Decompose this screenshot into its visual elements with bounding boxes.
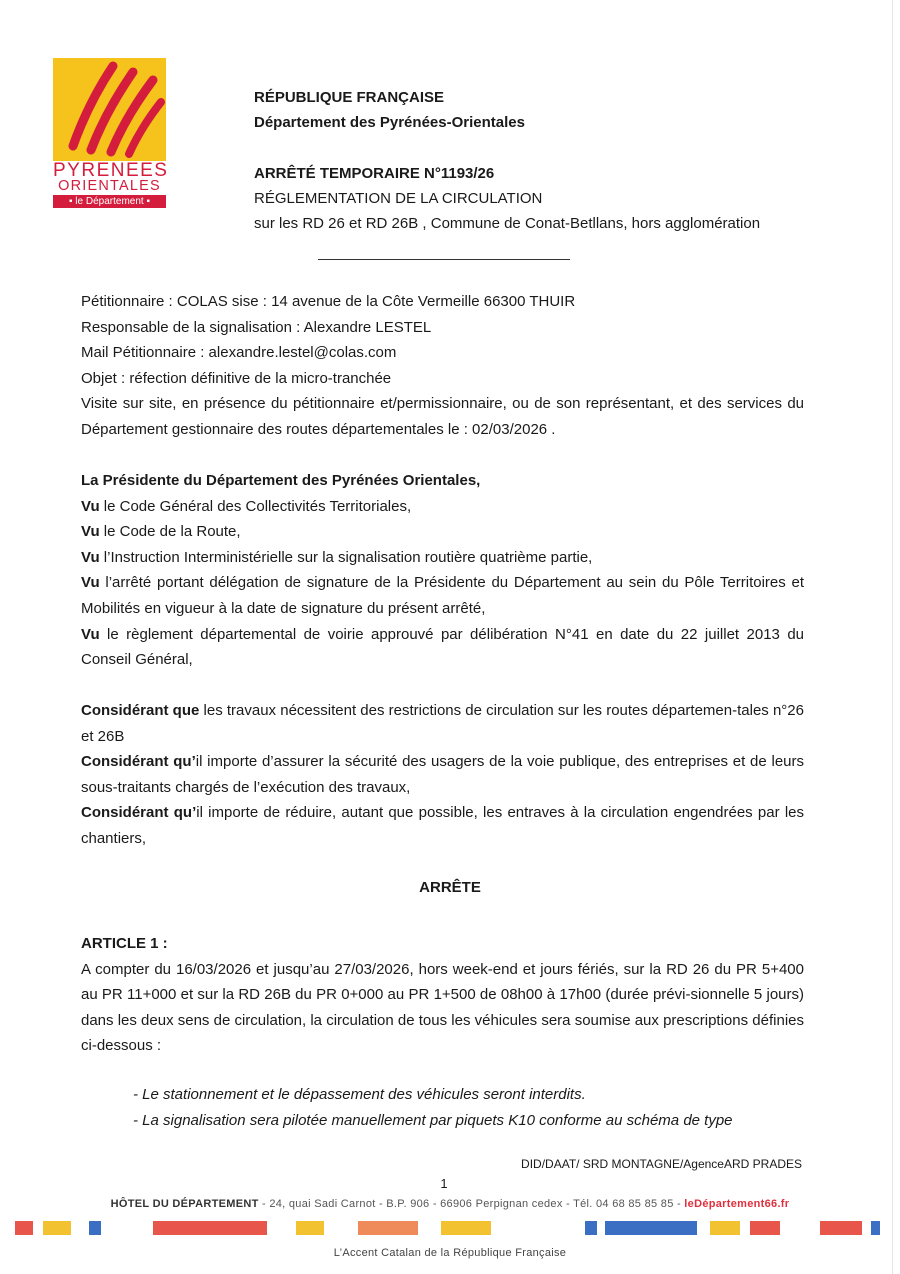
considerant-text: les travaux nécessitent des restrictions de circulation sur les routes départemen-tales n°26 et 26B bbox=[81, 702, 804, 745]
department-heading: Département des Pyrénées-Orientales bbox=[254, 114, 525, 131]
vu-label: Vu bbox=[81, 523, 100, 541]
arrete-title: ARRÊTÉ TEMPORAIRE N°1193/26 bbox=[254, 165, 495, 182]
arrete-location: sur les RD 26 et RD 26B , Commune de Conat-Betllans, hors agglomération bbox=[254, 215, 761, 232]
vu-label: Vu bbox=[81, 497, 100, 515]
color-bar bbox=[296, 1221, 324, 1235]
vu-item bbox=[81, 545, 804, 571]
color-bar bbox=[43, 1221, 71, 1235]
considerant-item bbox=[81, 698, 804, 749]
color-bar bbox=[153, 1221, 267, 1235]
color-bar bbox=[871, 1221, 880, 1235]
hotel-address bbox=[0, 1198, 900, 1210]
logo-band: ▪ le Département ▪ bbox=[53, 195, 166, 208]
prescription-item: - Le stationnement et le dépassement des véhicules seront interdits. bbox=[133, 1086, 586, 1103]
considerant-label: Considérant que bbox=[81, 702, 200, 719]
president-line: La Présidente du Département des Pyrénées Orientales, bbox=[81, 472, 481, 489]
vu-item bbox=[81, 622, 804, 673]
vu-text: le Code de la Route, bbox=[99, 523, 241, 541]
considerant-text: il importe de réduire, autant que possible, les entraves à la circulation engendrées par les chantiers, bbox=[81, 804, 804, 847]
department-logo bbox=[53, 58, 169, 208]
considerant-block bbox=[81, 698, 804, 852]
logo-emblem bbox=[53, 58, 166, 161]
petitioner-line: Pétitionnaire : COLAS sise : 14 avenue de la Côte Vermeille 66300 THUIR bbox=[81, 293, 576, 310]
article-1-text: A compter du 16/03/2026 et jusqu’au 27/03/2026, hors week-end et jours fériés, sur la RD 26 du PR 5+400 au PR 11+000 et sur la RD 26B du PR 0+000 au PR 1+500 de 08h00 à 17h00 (durée prévi-sionnelle 5 jours) dans les deux sens de circulation, la circulation de tous les véhicules sera soumise aux prescriptions définies ci-dessous : bbox=[81, 960, 804, 1055]
vu-label: Vu bbox=[81, 625, 100, 643]
color-bar bbox=[358, 1221, 418, 1235]
vu-text: le règlement départemental de voirie approuvé par délibération N°41 en date du 22 juillet 2013 du Conseil Général, bbox=[81, 625, 804, 669]
arrete-heading: ARRÊTE bbox=[419, 879, 481, 896]
color-bar bbox=[605, 1221, 697, 1235]
object-line: Objet : réfection définitive de la micro-tranchée bbox=[81, 369, 392, 387]
website-link[interactable]: leDépartement66.fr bbox=[684, 1198, 790, 1210]
footer-tagline: L’Accent Catalan de la République Française bbox=[333, 1247, 567, 1259]
address-text: - 24, quai Sadi Carnot - B.P. 906 - 66906 Perpignan cedex - Tél. 04 68 85 85 85 - bbox=[258, 1198, 685, 1210]
vu-item bbox=[81, 519, 804, 545]
color-bar bbox=[15, 1221, 33, 1235]
vu-label: Vu bbox=[81, 548, 100, 566]
republic-heading: RÉPUBLIQUE FRANÇAISE bbox=[254, 89, 445, 106]
considerant-item bbox=[81, 800, 804, 851]
arrete-subject: RÉGLEMENTATION DE LA CIRCULATION bbox=[254, 190, 543, 207]
vu-item bbox=[81, 570, 804, 621]
considerant-label: Considérant qu’ bbox=[81, 753, 196, 771]
petitioner-block bbox=[81, 289, 804, 443]
considerant-text: il importe d’assurer la sécurité des usagers de la voie publique, des entreprises et de leurs sous-traitants chargés de l’exécution des travaux, bbox=[81, 753, 804, 796]
logo-text-pyrenees: PYRENEES bbox=[53, 160, 169, 181]
vu-block bbox=[81, 468, 804, 673]
vu-text: l’arrêté portant délégation de signature de la Présidente du Département au sein du Pôle Territoires et Mobilités en vigueur à la date de signature du présent arrêté, bbox=[81, 574, 804, 617]
article-1 bbox=[81, 931, 804, 1059]
color-bar bbox=[441, 1221, 491, 1235]
hotel-label: HÔTEL DU DÉPARTEMENT bbox=[110, 1198, 259, 1210]
color-bar bbox=[585, 1221, 597, 1235]
logo-text-orientales: ORIENTALES bbox=[58, 178, 161, 194]
considerant-label: Considérant qu’ bbox=[81, 804, 197, 822]
color-bar bbox=[710, 1221, 740, 1235]
header-divider bbox=[318, 259, 570, 260]
page-edge bbox=[892, 0, 893, 1274]
prescription-list bbox=[133, 1082, 813, 1133]
considerant-item bbox=[81, 749, 804, 800]
prescription-item: - La signalisation sera pilotée manuellement par piquets K10 conforme au schéma de type bbox=[133, 1111, 733, 1129]
vu-text: le Code Général des Collectivités Territoriales, bbox=[99, 497, 412, 515]
site-visit-paragraph: Visite sur site, en présence du pétitionnaire et/permissionnaire, ou de son représentant, et des services du Département gestionnaire des routes départementales le : 02/03/2026 . bbox=[81, 395, 804, 438]
vu-label: Vu bbox=[81, 574, 100, 592]
article-1-title: ARTICLE 1 : bbox=[81, 935, 168, 952]
page-number: 1 bbox=[440, 1176, 448, 1191]
color-bar bbox=[89, 1221, 101, 1235]
color-bar bbox=[750, 1221, 780, 1235]
signage-manager-line: Responsable de la signalisation : Alexandre LESTEL bbox=[81, 318, 432, 336]
vu-item bbox=[81, 494, 804, 520]
service-reference: DID/DAAT/ SRD MONTAGNE/AgenceARD PRADES bbox=[521, 1157, 802, 1171]
color-bar bbox=[820, 1221, 862, 1235]
vu-text: l’Instruction Interministérielle sur la signalisation routière quatrième partie, bbox=[99, 548, 593, 566]
petitioner-email-line: Mail Pétitionnaire : alexandre.lestel@colas.com bbox=[81, 344, 397, 362]
